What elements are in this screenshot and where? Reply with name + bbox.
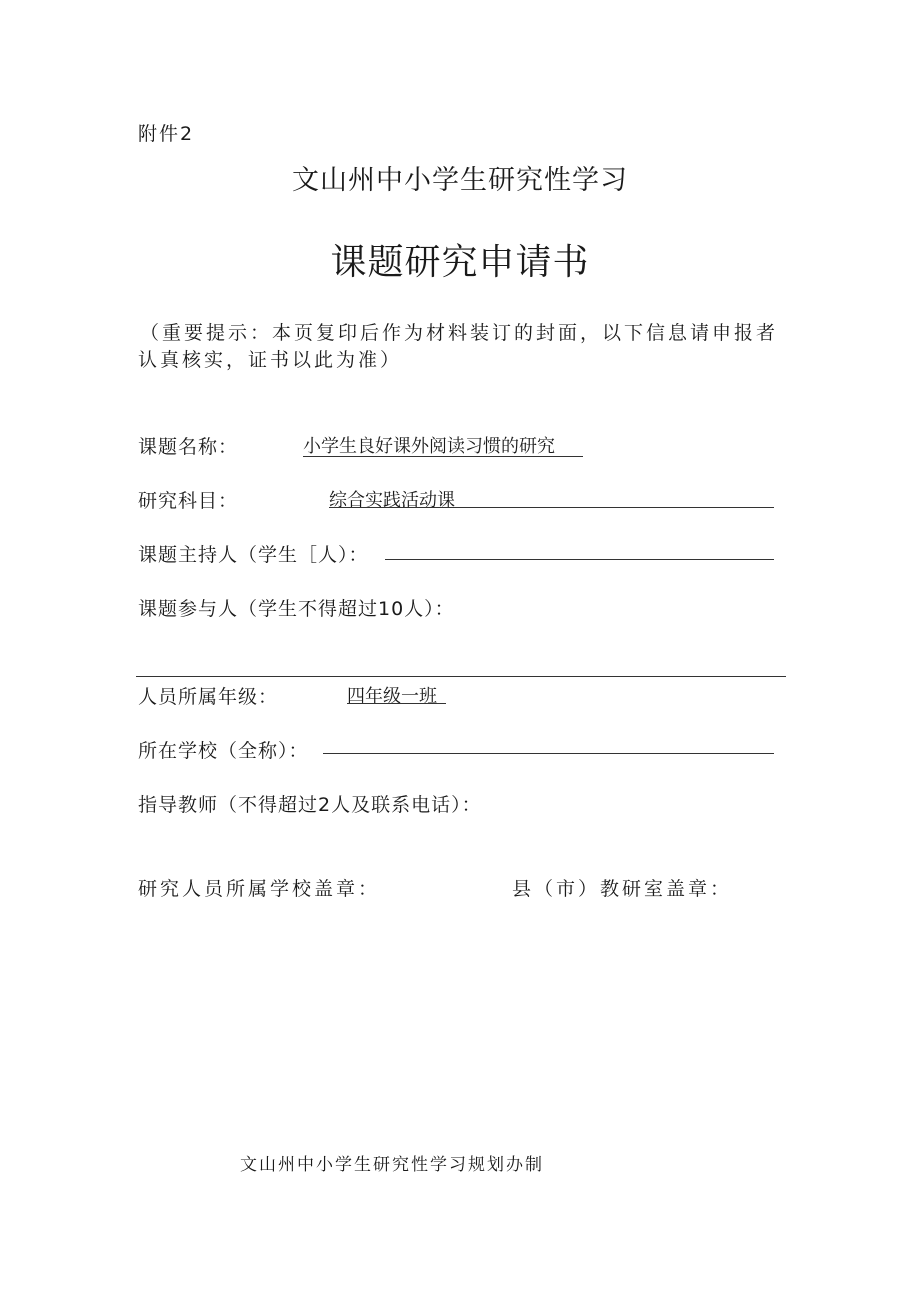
- school-stamp-label: 研究人员所属学校盖章：: [138, 878, 381, 900]
- school-label: 所在学校（全称）：: [138, 740, 309, 762]
- issuer-footer: 文山州中小学生研究性学习规划办制: [240, 1155, 544, 1175]
- grade-label: 人员所属年级：: [138, 686, 279, 708]
- grade-value[interactable]: 四年级一班: [347, 686, 437, 707]
- participants-underline: [136, 676, 786, 677]
- notice-line1: （重要提示：本页复印后作为材料装订的封面，以下信息请申报者: [140, 322, 779, 344]
- form-title-line2: 课题研究申请书: [330, 242, 590, 283]
- notice-line2: 认真核实，证书以此为准）: [138, 349, 403, 371]
- school-underline: [323, 753, 774, 754]
- host-underline: [385, 559, 774, 560]
- topic-name-underline: [303, 456, 583, 457]
- form-title-line1: 文山州中小学生研究性学习: [292, 165, 628, 196]
- participants-label: 课题参与人（学生不得超过10人）：: [138, 598, 455, 620]
- county-stamp-label: 县（市）教研室盖章：: [512, 878, 733, 900]
- grade-underline: [347, 703, 446, 704]
- host-label: 课题主持人（学生［人）：: [138, 544, 369, 566]
- attachment-label: 附件2: [138, 123, 195, 145]
- subject-underline: [329, 507, 774, 508]
- advisor-label: 指导教师（不得超过2人及联系电话）：: [138, 794, 482, 816]
- topic-name-value[interactable]: 小学生良好课外阅读习惯的研究: [303, 436, 555, 457]
- subject-value[interactable]: 综合实践活动课: [329, 490, 455, 511]
- subject-label: 研究科目：: [138, 490, 239, 512]
- topic-name-label: 课题名称：: [138, 436, 239, 458]
